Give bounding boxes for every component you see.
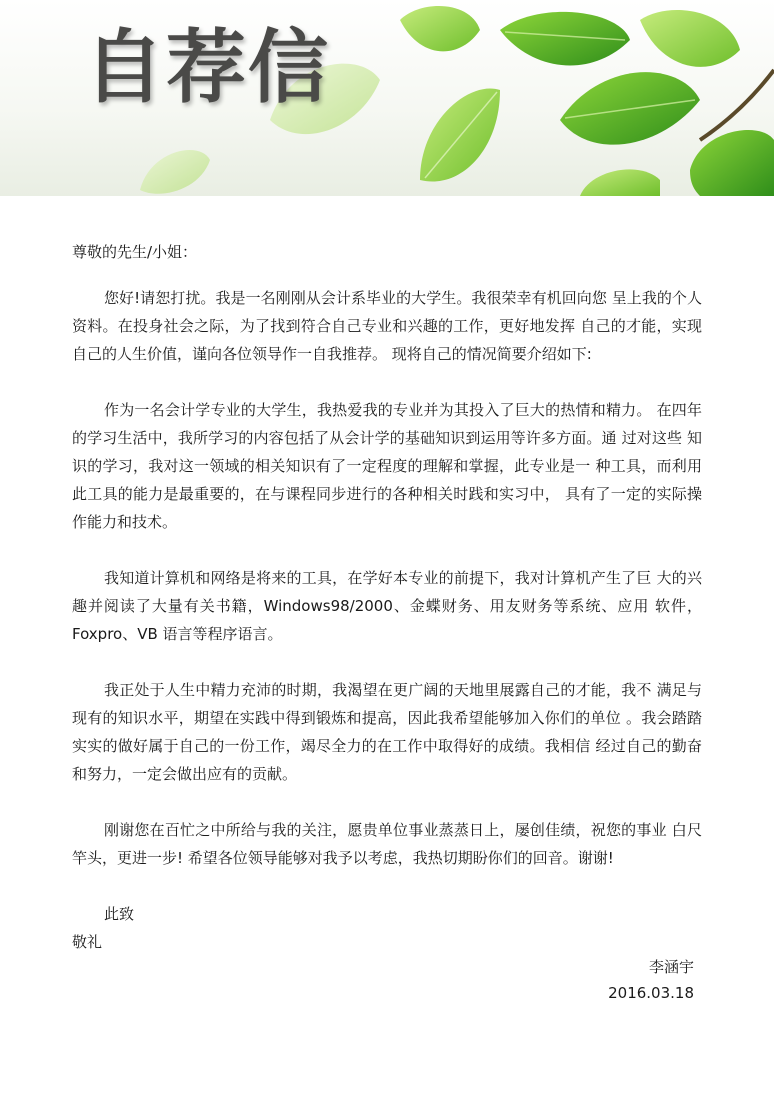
paragraph-thanks: 刚谢您在百忙之中所给与我的关注，愿贵单位事业蒸蒸日上，屡创佳绩，祝您的事业 白尺竿头，更进一步! 希望各位领导能够对我予以考虑，我热切期盼你们的回音。谢谢! xyxy=(72,821,702,867)
paragraph-computer: 我知道计算机和网络是将来的工具，在学好本专业的前提下，我对计算机产生了巨 大的兴趣并阅读了大量有关书籍，Windows98/2000、金蝶财务、用友财务等系统、应用 软件，Foxpro、VB 语言等程序语言。 xyxy=(72,569,702,643)
closing-line-2: 敬礼 xyxy=(72,933,103,951)
paragraph-major: 作为一名会计学专业的大学生，我热爱我的专业并为其投入了巨大的热情和精力。 在四年的学习生活中，我所学习的内容包括了从会计学的基础知识到运用等许多方面。通 过对这些 知识的学习，我对这一领域的相关知识有了一定程度的理解和掌握，此专业是一 种工具，而利用此工具的能力是最重要的，在与课程同步进行的各种相关时践和实习中， 具有了一定的实际操作能力和技术。 xyxy=(72,401,702,531)
signature-date: 2016.03.18 xyxy=(608,984,694,1002)
paragraph-ambition: 我正处于人生中精力充沛的时期，我渴望在更广阔的天地里展露自己的才能，我不 满足与现有的知识水平，期望在实践中得到锻炼和提高，因此我希望能够加入你们的单位 。我会踏踏实实的做好属于自己的一份工作，竭尽全力的在工作中取得好的成绩。我相信 经过自己的勤奋和努力，一定会做出应有的贡献。 xyxy=(72,681,702,783)
closing-line-1: 此致 xyxy=(104,905,135,923)
header-banner xyxy=(0,0,774,196)
letter-body xyxy=(72,238,702,956)
page-title: 自荐信 xyxy=(84,21,330,114)
paragraph-intro: 您好!请恕打扰。我是一名刚刚从会计系毕业的大学生。我很荣幸有机回向您 呈上我的个人资料。在投身社会之际，为了找到符合自己专业和兴趣的工作，更好地发挥 自己的才能，实现自己的人生价值，谨向各位领导作一自我推荐。 现将自己的情况简要介绍如下: xyxy=(72,289,702,363)
greeting: 尊敬的先生/小姐： xyxy=(72,243,198,261)
signature-name: 李涵宇 xyxy=(648,958,694,976)
